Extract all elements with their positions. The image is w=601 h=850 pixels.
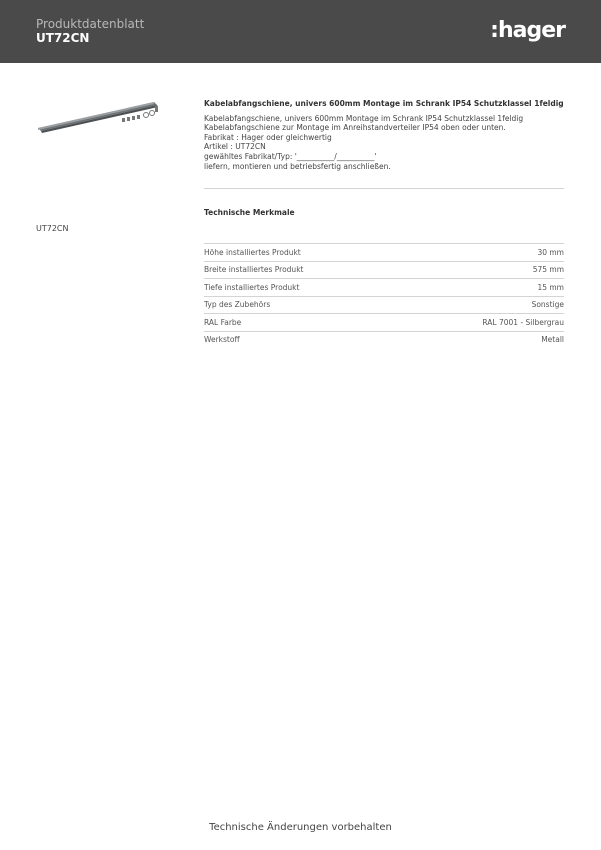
spec-label: Breite installiertes Produkt [204, 265, 304, 275]
spec-label: RAL Farbe [204, 317, 242, 327]
product-code-title: UT72CN [36, 31, 90, 45]
product-description [204, 99, 564, 171]
description-line: gewähltes Fabrikat/Typ: '__________/__________' [204, 151, 377, 161]
document-type: Produktdatenblatt [36, 17, 145, 31]
section-divider [204, 188, 564, 189]
spec-row [204, 278, 564, 296]
product-image [36, 98, 161, 136]
footer-note: Technische Änderungen vorbehalten [209, 822, 392, 833]
description-line: Artikel : UT72CN [204, 142, 266, 152]
spec-label: Tiefe installiertes Produkt [204, 282, 300, 292]
product-sku: UT72CN [36, 224, 69, 233]
description-line: Fabrikat : Hager oder gleichwertig [204, 132, 332, 142]
spec-row [204, 296, 564, 314]
spec-value: Metall [541, 335, 564, 345]
spec-value: RAL 7001 - Silbergrau [482, 317, 564, 327]
spec-value: 15 mm [537, 282, 564, 292]
spec-row [204, 243, 564, 261]
spec-label: Typ des Zubehörs [204, 300, 271, 310]
spec-row [204, 261, 564, 279]
description-line: liefern, montieren und betriebsfertig anschließen. [204, 161, 391, 171]
spec-label: Werkstoff [204, 335, 240, 345]
page-header [0, 0, 601, 63]
description-line: Kabelabfangschiene, univers 600mm Montage im Schrank IP54 Schutzklassel 1feldig [204, 113, 524, 123]
hager-logo: :hager [490, 18, 565, 43]
spec-value: Sonstige [531, 300, 564, 310]
description-line: Kabelabfangschiene zur Montage im Anreihstandverteiler IP54 oben oder unten. [204, 123, 506, 133]
spec-value: 575 mm [532, 265, 564, 275]
specs-table [204, 243, 564, 348]
description-title: Kabelabfangschiene, univers 600mm Montage im Schrank IP54 Schutzklassel 1feldig [204, 99, 564, 108]
spec-row [204, 313, 564, 331]
specs-title: Technische Merkmale [204, 208, 295, 217]
spec-value: 30 mm [537, 247, 564, 257]
spec-label: Höhe installiertes Produkt [204, 247, 301, 257]
spec-row [204, 331, 564, 349]
